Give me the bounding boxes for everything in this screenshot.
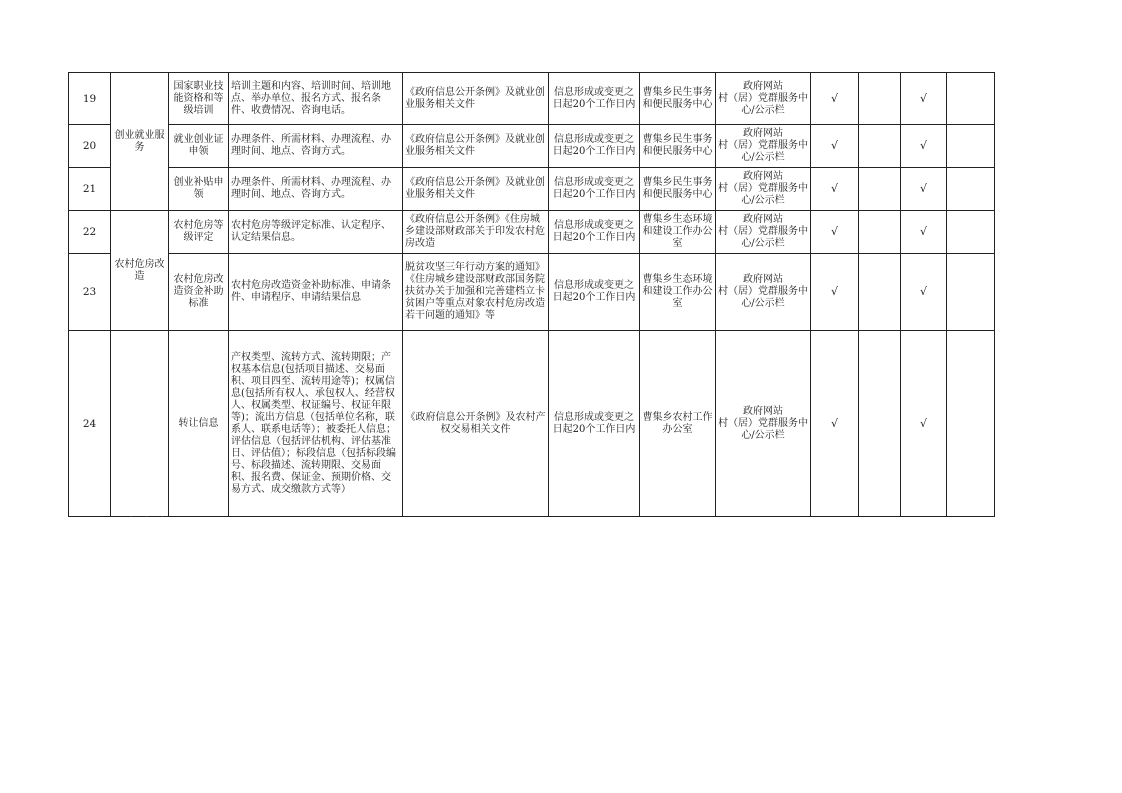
check-mark-b: √: [901, 254, 947, 331]
empty-cell: [859, 73, 901, 125]
item-cell: 创业补贴申领: [169, 168, 229, 211]
item-cell: 农村危房等级评定: [169, 211, 229, 254]
row-number: 21: [69, 168, 111, 211]
channel-cell: 政府网站 村（居）党群服务中心/公示栏: [716, 331, 811, 517]
category-cell: [111, 331, 169, 517]
row-number: 23: [69, 254, 111, 331]
time-limit-cell: 信息形成或变更之日起20个工作日内: [549, 211, 640, 254]
time-limit-cell: 信息形成或变更之日起20个工作日内: [549, 73, 640, 125]
empty-cell: [859, 168, 901, 211]
empty-cell: [859, 211, 901, 254]
row-number: 22: [69, 211, 111, 254]
scan-speck-marks: · · ·: [130, 514, 170, 521]
item-cell: 转让信息: [169, 331, 229, 517]
empty-cell: [947, 125, 995, 168]
content-cell: 农村危房改造资金补助标准、申请条件、申请程序、申请结果信息: [229, 254, 403, 331]
time-limit-cell: 信息形成或变更之日起20个工作日内: [549, 125, 640, 168]
channel-cell: 政府网站 村（居）党群服务中心/公示栏: [716, 211, 811, 254]
basis-cell: 《政府信息公开条例》及就业创业服务相关文件: [403, 168, 549, 211]
empty-cell: [947, 331, 995, 517]
time-limit-cell: 信息形成或变更之日起20个工作日内: [549, 254, 640, 331]
check-mark-a: √: [811, 168, 859, 211]
content-cell: 办理条件、所需材料、办理流程、办理时间、地点、咨询方式。: [229, 168, 403, 211]
empty-cell: [859, 125, 901, 168]
check-mark-a: √: [811, 254, 859, 331]
check-mark-b: √: [901, 73, 947, 125]
table-row: [69, 254, 995, 331]
check-mark-a: √: [811, 125, 859, 168]
check-mark-b: √: [901, 331, 947, 517]
table-row: [69, 211, 995, 254]
check-mark-a: √: [811, 73, 859, 125]
table-row: [69, 331, 995, 517]
channel-cell: 政府网站 村（居）党群服务中心/公示栏: [716, 125, 811, 168]
content-cell: 办理条件、所需材料、办理流程、办理时间、地点、咨询方式。: [229, 125, 403, 168]
category-cell: 农村危房改造: [111, 211, 169, 331]
department-cell: 曹集乡生态环境和建设工作办公室: [640, 254, 716, 331]
check-mark-b: √: [901, 211, 947, 254]
row-number: 19: [69, 73, 111, 125]
empty-cell: [947, 168, 995, 211]
item-cell: 农村危房改造资金补助标准: [169, 254, 229, 331]
basis-cell: 《政府信息公开条例》及就业创业服务相关文件: [403, 125, 549, 168]
department-cell: 曹集乡民生事务和便民服务中心: [640, 168, 716, 211]
department-cell: 曹集乡民生事务和便民服务中心: [640, 125, 716, 168]
item-cell: 国家职业技能资格和等级培训: [169, 73, 229, 125]
empty-cell: [947, 211, 995, 254]
row-number: 20: [69, 125, 111, 168]
basis-cell: 《政府信息公开条例》及就业创业服务相关文件: [403, 73, 549, 125]
channel-cell: 政府网站 村（居）党群服务中心/公示栏: [716, 254, 811, 331]
content-cell: 产权类型、流转方式、流转期限；产权基本信息(包括项目描述、交易面积、项目四至、流转用途等)；权属信息(包括所有权人、承包权人、经营权人、权属类型、权证编号、权证年限等)；流出方信息（包括单位名称，联系人、联系电话等）；被委托人信息；评估信息（包括评估机构、评估基准日、评估值）；标段信息（包括标段编号、标段描述、流转期限、交易面积、报名费、保证金、预期价格、交易方式、成交缴款方式等）: [229, 331, 403, 517]
channel-cell: 政府网站 村（居）党群服务中心/公示栏: [716, 73, 811, 125]
row-number: 24: [69, 331, 111, 517]
time-limit-cell: 信息形成或变更之日起20个工作日内: [549, 331, 640, 517]
empty-cell: [947, 254, 995, 331]
empty-cell: [947, 73, 995, 125]
disclosure-table: [68, 72, 995, 517]
empty-cell: [859, 254, 901, 331]
check-mark-b: √: [901, 125, 947, 168]
item-cell: 就业创业证申领: [169, 125, 229, 168]
basis-cell: 脱贫攻坚三年行动方案的通知》《住房城乡建设部财政部国务院扶贫办关于加强和完善建档立卡贫困户等重点对象农村危房改造若干问题的通知》等: [403, 254, 549, 331]
table-row: [69, 73, 995, 125]
check-mark-a: √: [811, 331, 859, 517]
category-cell: 创业就业服务: [111, 73, 169, 211]
content-cell: 农村危房等级评定标准、认定程序、认定结果信息。: [229, 211, 403, 254]
department-cell: 曹集乡农村工作办公室: [640, 331, 716, 517]
table-row: [69, 168, 995, 211]
content-cell: 培训主题和内容、培训时间、培训地点、举办单位、报名方式、报名条件、收费情况、咨询电话。: [229, 73, 403, 125]
table-row: [69, 125, 995, 168]
time-limit-cell: 信息形成或变更之日起20个工作日内: [549, 168, 640, 211]
basis-cell: 《政府信息公开条例》及农村产权交易相关文件: [403, 331, 549, 517]
department-cell: 曹集乡生态环境和建设工作办公室: [640, 211, 716, 254]
check-mark-b: √: [901, 168, 947, 211]
channel-cell: 政府网站 村（居）党群服务中心/公示栏: [716, 168, 811, 211]
department-cell: 曹集乡民生事务和便民服务中心: [640, 73, 716, 125]
check-mark-a: √: [811, 211, 859, 254]
empty-cell: [859, 331, 901, 517]
basis-cell: 《政府信息公开条例》《住房城乡建设部财政部关于印发农村危房改造: [403, 211, 549, 254]
